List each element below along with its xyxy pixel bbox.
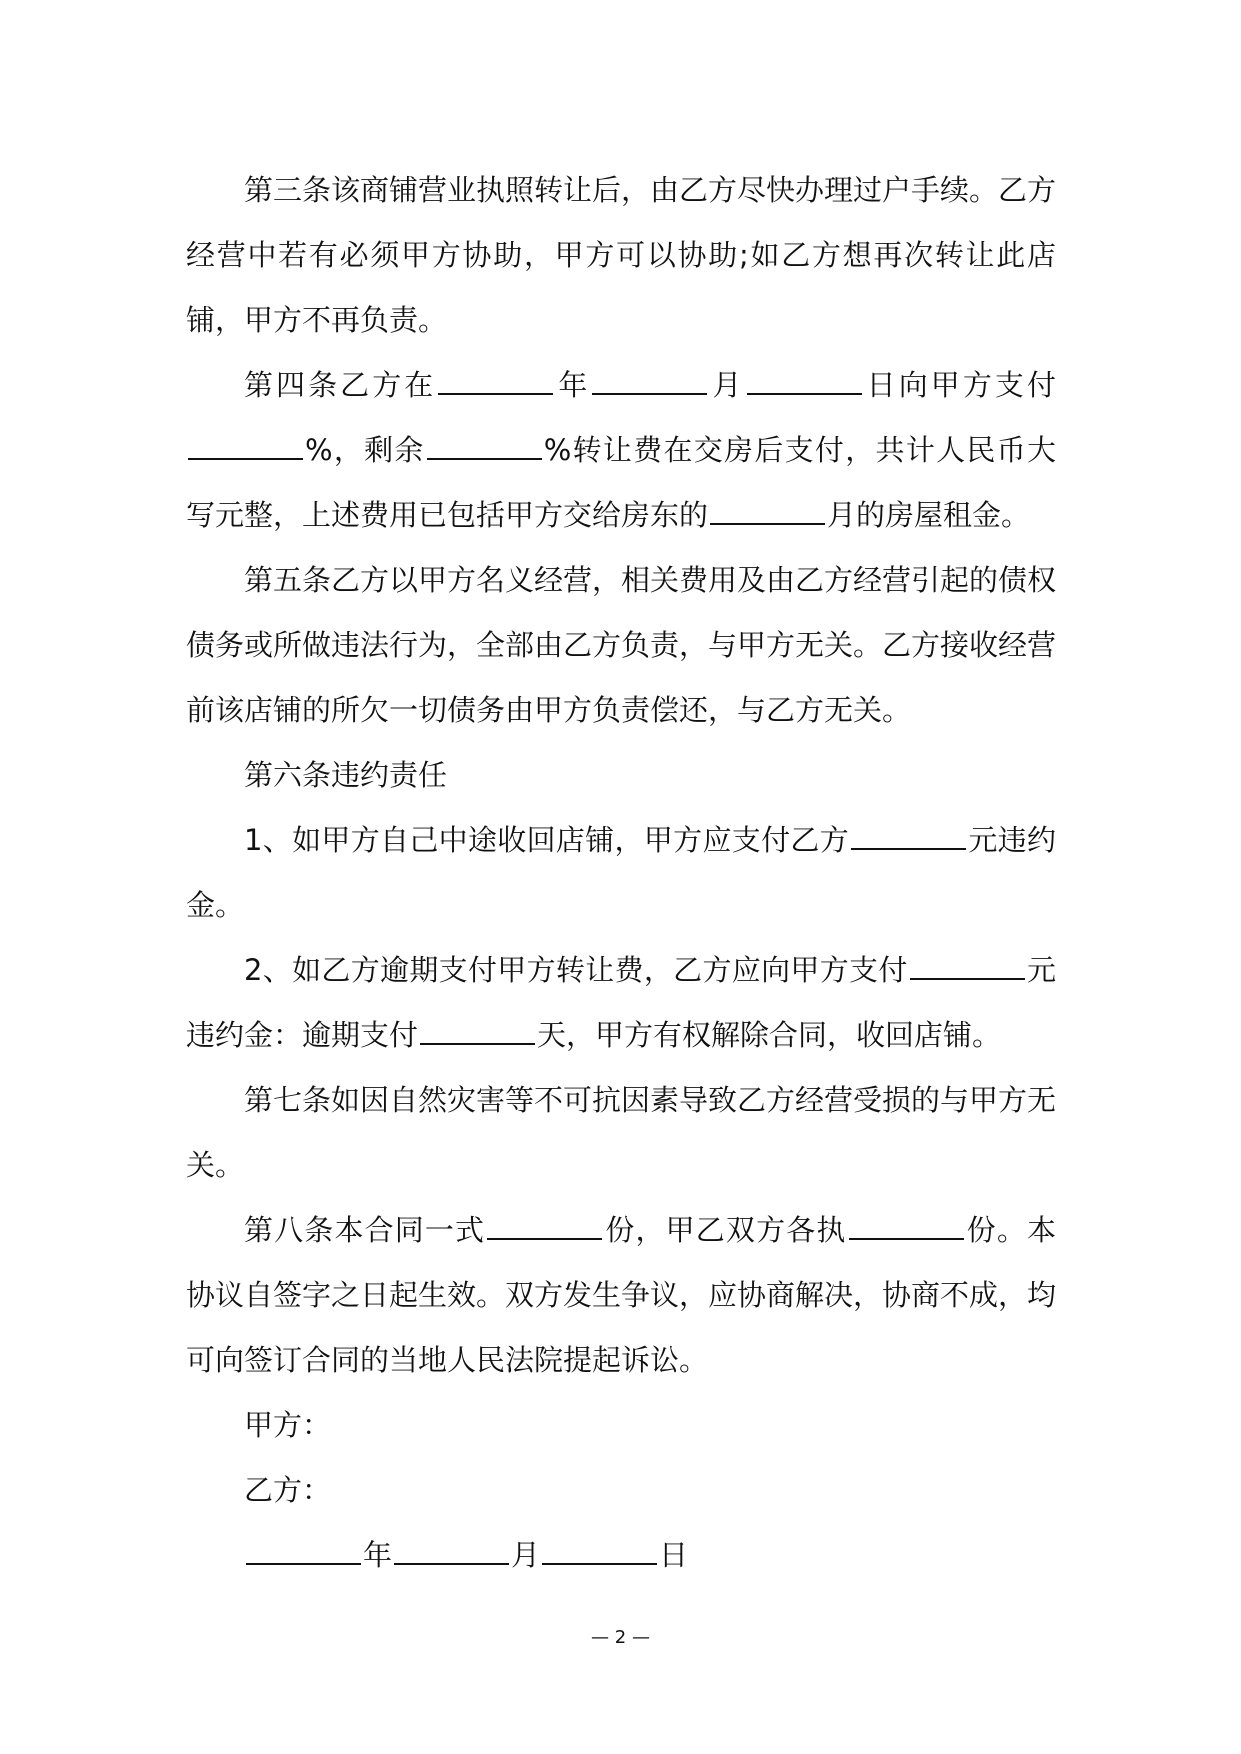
article-4-text: 月的房屋租金。 (827, 498, 1031, 532)
article-6-clause-2 (186, 938, 1056, 1068)
clause-text: 2、如乙方逾期支付甲方转让费，乙方应向甲方支付 (244, 953, 908, 987)
article-4-text: %转让费在交房后支付，共计人民币大写元整，上述费用已包括甲方交给房东的 (186, 433, 1056, 532)
article-4-text: 月 (709, 368, 745, 402)
blank-year (438, 364, 553, 395)
blank-overdue-days (420, 1014, 535, 1045)
article-6-heading (186, 743, 1056, 808)
article-5 (186, 548, 1056, 743)
date-text: 年 (363, 1538, 393, 1572)
party-b-signature (186, 1458, 1056, 1523)
blank-copies (487, 1209, 602, 1240)
article-5-text: 第五条乙方以甲方名义经营，相关费用及由乙方经营引起的债权债务或所做违法行为，全部由乙方负责，与甲方无关。乙方接收经营前该店铺的所欠一切债务由甲方负责偿还，与乙方无关。 (186, 563, 1057, 727)
article-8-text: 第八条本合同一式 (244, 1213, 486, 1247)
blank-rent-months (710, 494, 825, 525)
article-8 (186, 1198, 1056, 1393)
clause-text: 天，甲方有权解除合同，收回店铺。 (537, 1018, 1002, 1052)
blank-month (592, 364, 707, 395)
article-7 (186, 1068, 1056, 1198)
blank-day (747, 364, 862, 395)
blank-copies-each (849, 1209, 964, 1240)
blank-day (542, 1534, 657, 1565)
party-a-signature (186, 1393, 1056, 1458)
article-4-text: 日向甲方支付 (863, 368, 1056, 402)
article-4-text: 年 (555, 368, 591, 402)
article-8-text: 份。本协议自签字之日起生效。双方发生争议，应协商解决，协商不成，均可向签订合同的当地人民法院提起诉讼。 (186, 1213, 1057, 1377)
party-a-label: 甲方： (244, 1408, 332, 1442)
blank-penalty-amount (851, 819, 966, 850)
blank-remaining-percent (427, 429, 542, 460)
article-4 (186, 353, 1056, 548)
page-number: — 2 — (591, 1627, 650, 1648)
date-text: 月 (511, 1538, 541, 1572)
article-4-text: 第四条乙方在 (244, 368, 437, 402)
article-3 (186, 158, 1056, 353)
article-3-text: 第三条该商铺营业执照转让后，由乙方尽快办理过户手续。乙方经营中若有必须甲方协助，甲方可以协助;如乙方想再次转让此店铺，甲方不再负责。 (186, 173, 1057, 337)
blank-percent (188, 429, 303, 460)
article-4-text: %，剩余 (305, 433, 425, 467)
article-7-text: 第七条如因自然灾害等不可抗因素导致乙方经营受损的与甲方无关。 (186, 1083, 1057, 1182)
contract-body (186, 158, 1056, 1588)
signing-date (186, 1523, 1056, 1588)
clause-text: 1、如甲方自己中途收回店铺，甲方应支付乙方 (244, 823, 850, 857)
article-6-clause-1 (186, 808, 1056, 938)
article-6-text: 第六条违约责任 (244, 758, 448, 792)
clause-text: 元违约金。 (186, 823, 1056, 922)
blank-year (246, 1534, 361, 1565)
blank-month (394, 1534, 509, 1565)
blank-penalty-amount (910, 949, 1025, 980)
party-b-label: 乙方： (244, 1473, 332, 1507)
article-8-text: 份，甲乙双方各执 (604, 1213, 847, 1247)
clause-text: 元违约金：逾期支付 (186, 953, 1056, 1052)
date-text: 日 (659, 1538, 689, 1572)
